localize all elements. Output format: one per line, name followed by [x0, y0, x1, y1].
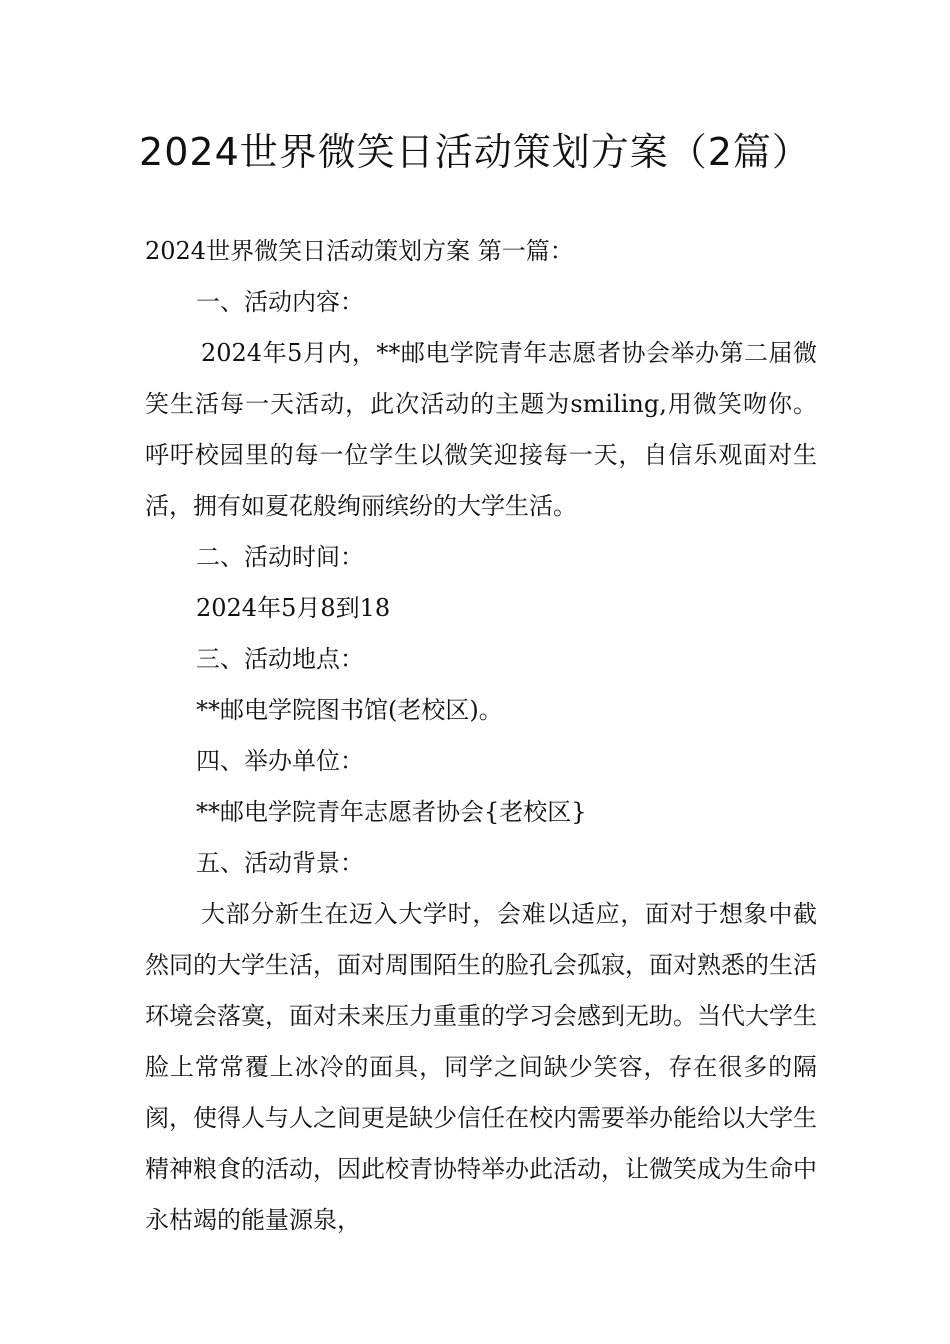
paragraph-activity-location: **邮电学院图书馆(老校区)。 — [196, 696, 503, 724]
section-heading-first-article: 2024世界微笑日活动策划方案 第一篇： — [145, 237, 574, 265]
heading-organizer: 四、举办单位： — [196, 747, 364, 775]
paragraph-organizer: **邮电学院青年志愿者协会{老校区} — [196, 798, 587, 826]
paragraph-activity-background: 大部分新生在迈入大学时，会难以适应，面对于想象中截然同的大学生活，面对周围陌生的脸孔会孤寂，面对熟悉的生活环境会落寞，面对未来压力重重的学习会感到无助。当代大学生脸上常常覆上冰冷的面具，同学之间缺少笑容，存在很多的隔阂，使得人与人之间更是缺少信任在校内需要举办能给以大学生精神粮食的活动，因此校青协特举办此活动，让微笑成为生命中永枯竭的能量源泉， — [145, 900, 817, 1234]
heading-activity-background: 五、活动背景： — [196, 849, 364, 877]
heading-activity-content: 一、活动内容： — [196, 288, 364, 316]
document-body — [145, 226, 817, 1246]
paragraph-activity-time: 2024年5月8到18 — [196, 594, 391, 622]
document-title: 2024世界微笑日活动策划方案（2篇） — [139, 130, 811, 174]
paragraph-activity-content: 2024年5月内，**邮电学院青年志愿者协会举办第二届微笑生活每一天活动，此次活动的主题为smiling,用微笑吻你。呼吁校园里的每一位学生以微笑迎接每一天，自信乐观面对生活，拥有如夏花般绚丽缤纷的大学生活。 — [145, 339, 817, 520]
heading-activity-time: 二、活动时间： — [196, 543, 364, 571]
heading-activity-location: 三、活动地点： — [196, 645, 364, 673]
